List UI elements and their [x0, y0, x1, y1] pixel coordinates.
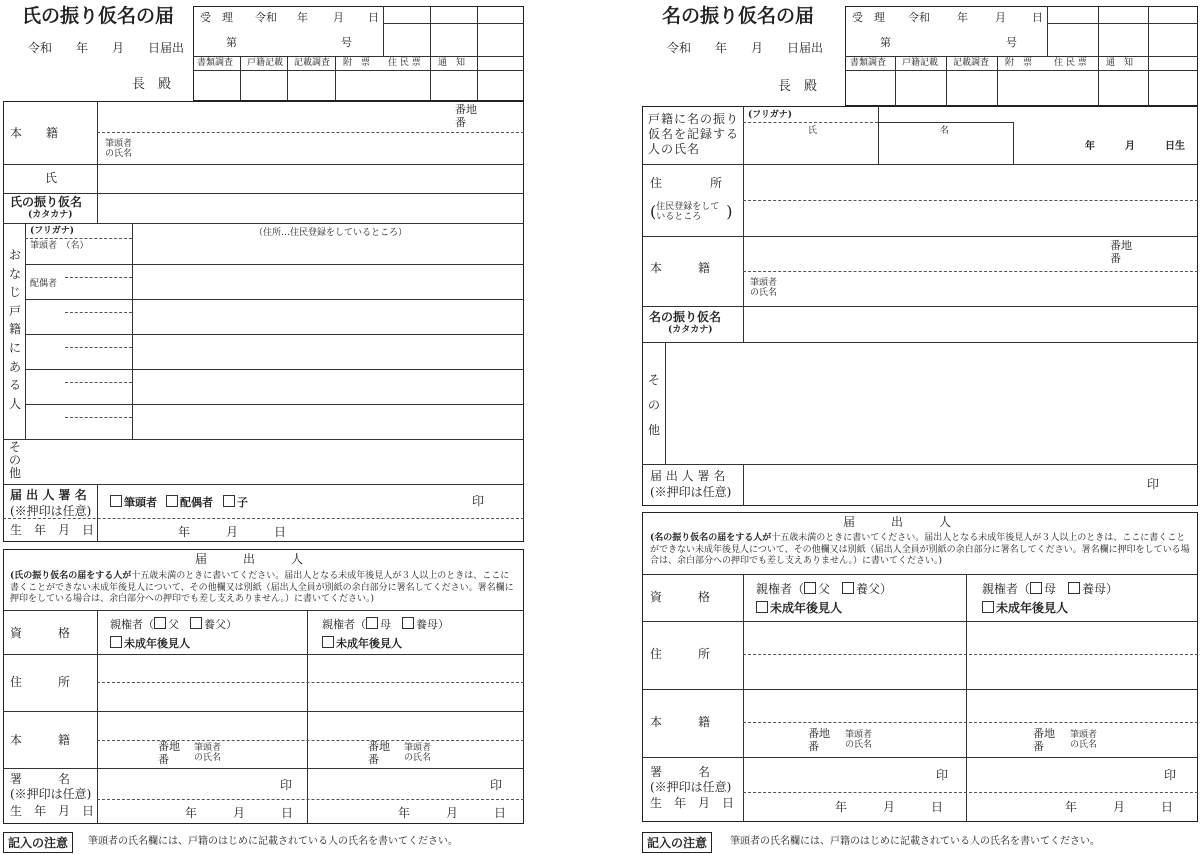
left-sign2-birth: 生 年 月 日	[10, 804, 95, 818]
right-notifier-note: (名の振り仮名の届をする人が十五歳未満のときに書いてください。届出人となる未成年後見人が３人以上のときは、ここに書くことができない未成年後見人について、その他欄又は別紙（届出人全員が別紙の余白部分に署名してください。署名欄に押印をしている場合は、余白部分への押印でも差し支えありません。）に書いてください。)	[650, 533, 1190, 567]
right-check-5: 通 知	[1106, 58, 1134, 68]
left-honseki-label: 本 籍	[10, 126, 59, 140]
left-b-banchi: 番地	[368, 740, 390, 753]
left-office-day: 日	[368, 11, 379, 24]
left-office-month: 月	[333, 11, 344, 24]
right-honseki-label: 本 籍	[650, 261, 711, 275]
right-seal: 印	[1147, 477, 1160, 491]
checkbox-icon[interactable]	[756, 601, 768, 613]
left-uji-kana-label: 氏の振り仮名	[10, 195, 83, 209]
right-mei-kana-label: 名の振り仮名	[649, 310, 722, 324]
right-signer-label: 届 出 人 署 名	[650, 469, 726, 483]
checkbox-icon[interactable]	[1030, 582, 1042, 594]
right-b-hittousha-name: 筆頭者 の氏名	[1070, 730, 1098, 751]
left-opt-child[interactable]: 子	[223, 495, 248, 510]
right-sign2-birth: 生 年 月 日	[650, 796, 735, 810]
left-b-ymd[interactable]: 年 月 日	[398, 806, 507, 820]
left-sign2-note: (※押印は任意)	[10, 787, 92, 801]
left-office-dai: 第	[226, 36, 237, 49]
right-check-3: 附 票	[1005, 58, 1033, 68]
checkbox-icon[interactable]	[166, 495, 178, 507]
right-b-guardian[interactable]: 未成年後見人	[982, 601, 1068, 616]
left-honseki2-label: 本 籍	[10, 733, 71, 747]
checkbox-icon[interactable]	[1068, 582, 1080, 594]
left-office-box	[193, 6, 524, 101]
right-office-month: 月	[995, 11, 1006, 24]
right-notifier-header: 届 出 人	[843, 515, 952, 529]
left-a-ymd[interactable]: 年 月 日	[185, 806, 294, 820]
right-office-dai: 第	[880, 36, 891, 49]
left-furigana: (フリガナ)	[30, 226, 75, 236]
checkbox-icon[interactable]	[322, 636, 334, 648]
right-b-parent[interactable]: 親権者（ 母 養母）	[982, 582, 1119, 596]
right-shi: 氏	[808, 126, 818, 136]
right-sign2-note: (※押印は任意)	[650, 780, 732, 794]
checkbox-icon[interactable]	[842, 582, 854, 594]
left-a-hittousha-name: 筆頭者 の氏名	[194, 743, 222, 764]
left-katakana: (カタカナ)	[28, 210, 73, 220]
left-office-reiwa: 令和	[255, 11, 277, 24]
left-a-ban: 番	[158, 753, 169, 766]
right-b-banchi: 番地	[1033, 727, 1055, 740]
right-a-ymd[interactable]: 年 月 日	[835, 800, 944, 814]
left-b-seal: 印	[490, 778, 503, 792]
left-b-guardian[interactable]: 未成年後見人	[322, 636, 402, 651]
left-shikaku-label: 資 格	[10, 626, 71, 640]
right-hittousha-name: 筆頭者 の氏名	[750, 278, 778, 299]
left-office-go: 号	[341, 36, 352, 49]
left-banchi: 番地	[455, 103, 477, 116]
right-receipt-label: 受 理	[852, 11, 885, 24]
checkbox-icon[interactable]	[154, 617, 166, 629]
right-date-line[interactable]: 令和 年 月 日届出	[667, 41, 824, 55]
right-a-seal: 印	[936, 768, 949, 782]
right-address2-label: 住 所	[650, 647, 711, 661]
left-birth-label: 生 年 月 日	[10, 523, 95, 537]
right-title: 名の振り仮名の届	[662, 5, 815, 27]
left-birth-ymd[interactable]: 年 月 日	[178, 525, 287, 539]
right-recipient[interactable]: 長 殿	[778, 79, 818, 94]
right-katakana: (カタカナ)	[668, 325, 713, 335]
right-person-label: 戸籍に名の振り仮名を記録する人の氏名	[648, 112, 740, 156]
left-check-0: 書類調査	[197, 58, 234, 68]
right-check-0: 書類調査	[850, 58, 887, 68]
right-furigana: (フリガナ)	[748, 110, 793, 120]
left-title: 氏の振り仮名の届	[22, 5, 175, 27]
right-a-hittousha-name: 筆頭者 の氏名	[845, 730, 873, 751]
right-a-parent[interactable]: 親権者（ 父 養父）	[756, 582, 893, 596]
right-office-go: 号	[1006, 36, 1017, 49]
checkbox-icon[interactable]	[110, 636, 122, 648]
right-check-4: 住 民 票	[1054, 58, 1087, 68]
right-note-text: 筆頭者の氏名欄には、戸籍のはじめに記載されている人の氏名を書いてください。	[730, 836, 1100, 847]
right-signer-note: (※押印は任意)	[650, 485, 732, 499]
left-check-4: 住 民 票	[388, 58, 421, 68]
right-check-2: 記載調査	[953, 58, 990, 68]
checkbox-icon[interactable]	[190, 617, 202, 629]
right-mei: 名	[940, 126, 950, 136]
right-address-note: (住民登録をしているところ )	[650, 201, 733, 223]
checkbox-icon[interactable]	[110, 495, 122, 507]
left-note-label: 記入の注意	[3, 832, 73, 853]
left-a-seal: 印	[280, 778, 293, 792]
left-a-guardian[interactable]: 未成年後見人	[110, 636, 190, 651]
left-b-hittousha-name: 筆頭者 の氏名	[404, 743, 432, 764]
right-sign2-label: 署 名	[650, 765, 711, 779]
checkbox-icon[interactable]	[402, 617, 414, 629]
right-honseki2-label: 本 籍	[650, 715, 711, 729]
right-b-seal: 印	[1164, 768, 1177, 782]
left-ban: 番	[455, 116, 466, 129]
left-hittousha-mei: 筆頭者 （名）	[30, 241, 89, 251]
right-shikaku-label: 資 格	[650, 590, 711, 604]
left-a-parent[interactable]: 親権者（ 父 養父）	[110, 618, 237, 631]
left-address-label: 住 所	[10, 675, 71, 689]
left-opt-haigusha[interactable]: 配偶者	[166, 495, 213, 510]
left-b-ban: 番	[368, 753, 379, 766]
left-office-year: 年	[297, 11, 308, 24]
checkbox-icon[interactable]	[223, 495, 235, 507]
left-check-5: 通 知	[438, 58, 466, 68]
left-same-koseki-label: お な じ 戸 籍 に あ る 人	[9, 248, 22, 411]
right-a-banchi: 番地	[808, 727, 830, 740]
left-check-2: 記載調査	[294, 58, 331, 68]
left-opt-hittousha[interactable]: 筆頭者	[110, 495, 157, 510]
right-office-year: 年	[957, 11, 968, 24]
left-hittousha-name: 筆頭者 の氏名	[105, 139, 133, 160]
left-signer-note: (※押印は任意)	[10, 504, 92, 518]
left-sign2-label: 署 名	[10, 772, 71, 786]
checkbox-icon[interactable]	[804, 582, 816, 594]
right-sonota-label: そ の 他	[648, 373, 661, 438]
right-a-ban: 番	[808, 740, 819, 753]
right-office-day: 日	[1032, 11, 1043, 24]
left-haigusha: 配偶者	[30, 279, 58, 289]
checkbox-icon[interactable]	[366, 617, 378, 629]
right-a-guardian[interactable]: 未成年後見人	[756, 601, 842, 616]
left-receipt-label: 受 理	[200, 11, 233, 24]
left-notifier-note: (氏の振り仮名の届をする人が十五歳未満のときに書いてください。届出人となる未成年後見人が３人以上のときは、ここに書くことができない未成年後見人について、その他欄又は別紙（届出人全員が別紙の余白部分に署名してください。署名欄に押印をしている場合は、余白部分への押印でも差し支えありません。）に書いてください。)	[10, 571, 514, 605]
left-check-3: 附 票	[343, 58, 371, 68]
right-note-label: 記入の注意	[642, 832, 712, 853]
left-a-banchi: 番地	[158, 740, 180, 753]
left-date-line[interactable]: 令和 年 月 日届出	[28, 41, 185, 55]
right-address-label: 住 所	[650, 176, 723, 190]
left-notifier-header: 届 出 人	[195, 552, 304, 566]
right-birth-ymd[interactable]: 年 月 日生	[1085, 141, 1185, 152]
right-b-ban: 番	[1033, 740, 1044, 753]
left-main-box	[3, 101, 524, 542]
left-signer-label: 届 出 人 署 名	[10, 488, 87, 502]
left-b-parent[interactable]: 親権者（ 母 養母）	[322, 618, 449, 631]
left-recipient[interactable]: 長 殿	[132, 77, 172, 92]
left-address-note: （住所…住民登録をしているところ）	[254, 228, 408, 238]
left-note-text: 筆頭者の氏名欄には、戸籍のはじめに記載されている人の氏名を書いてください。	[88, 836, 458, 847]
checkbox-icon[interactable]	[982, 601, 994, 613]
right-check-1: 戸籍記載	[902, 58, 939, 68]
left-uji-label: 氏	[45, 171, 58, 185]
left-seal: 印	[472, 494, 485, 508]
right-banchi: 番地	[1110, 239, 1132, 252]
right-office-reiwa: 令和	[908, 11, 930, 24]
left-check-1: 戸籍記載	[247, 58, 284, 68]
right-ban: 番	[1110, 252, 1121, 265]
left-sonota-label: そ の 他	[9, 440, 22, 481]
right-b-ymd[interactable]: 年 月 日	[1065, 800, 1174, 814]
